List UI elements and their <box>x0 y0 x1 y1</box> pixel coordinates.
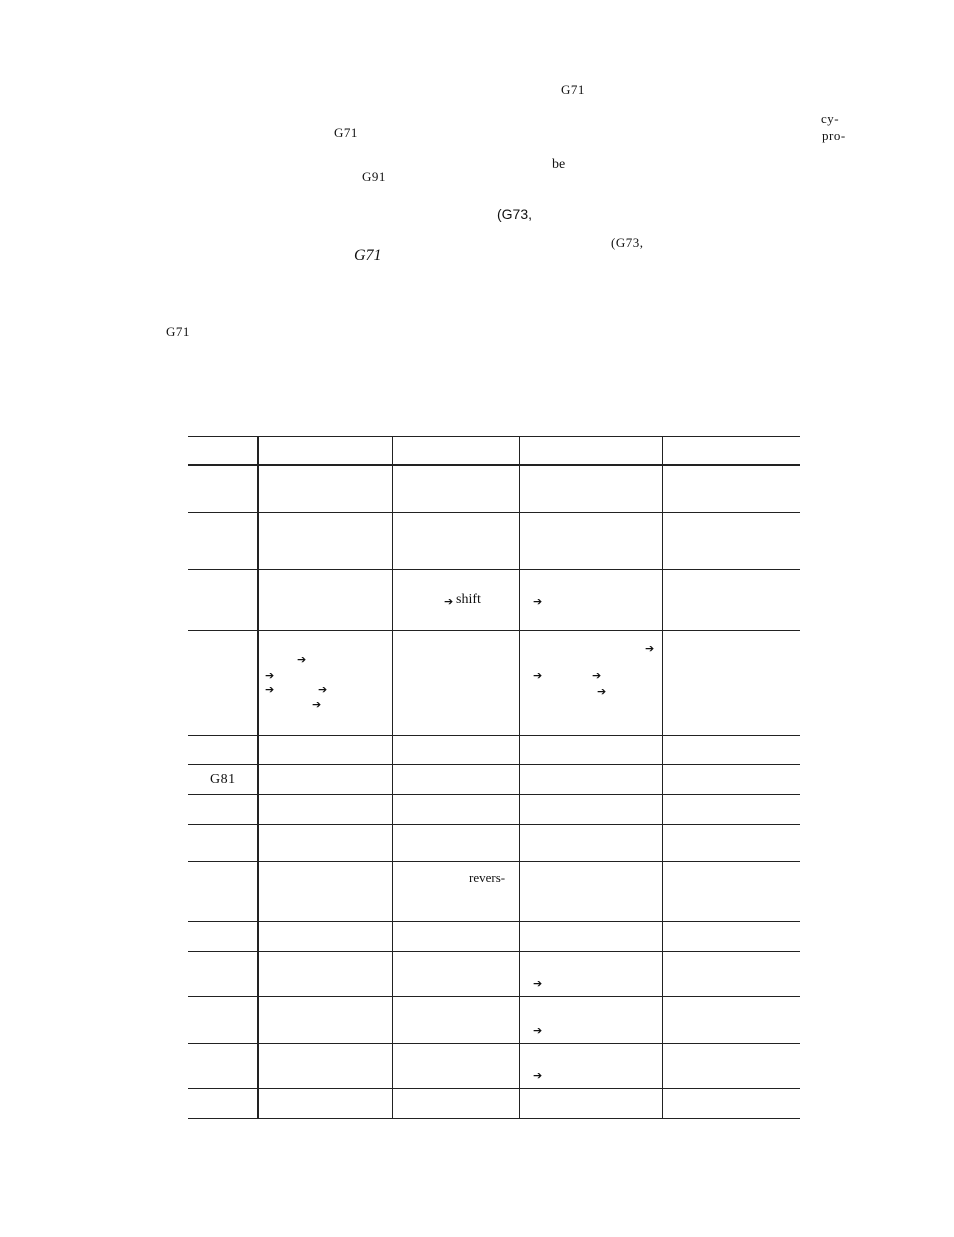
text-fragment-cy: cy- <box>821 111 840 126</box>
table-rule <box>188 794 800 795</box>
table-column-rule <box>662 436 663 1118</box>
table-rule <box>188 512 800 513</box>
table-rule <box>188 1118 800 1119</box>
row-label: G81 <box>210 772 236 787</box>
cell-text-revers: revers- <box>469 870 506 885</box>
arrow-icon: ➔ <box>318 683 328 696</box>
table-rule <box>188 951 800 952</box>
table-rule <box>188 1043 800 1044</box>
table-rule <box>188 436 800 437</box>
arrow-icon: ➔ <box>297 653 307 666</box>
table-rule <box>188 921 800 922</box>
arrow-icon: ➔ <box>265 683 275 696</box>
text-fragment-g73: (G73, <box>497 206 533 222</box>
arrow-icon: ➔ <box>533 595 543 608</box>
arrow-icon: ➔ <box>533 1069 543 1082</box>
cell-text-shift: shift <box>456 592 481 607</box>
arrow-icon: ➔ <box>265 669 275 682</box>
text-fragment-g71: G71 <box>166 324 190 339</box>
arrow-icon: ➔ <box>312 698 322 711</box>
arrow-icon: ➔ <box>592 669 602 682</box>
text-fragment-g91: G91 <box>362 169 386 184</box>
text-fragment-g71: G71 <box>561 82 585 97</box>
table-column-rule <box>257 436 259 1118</box>
table-rule <box>188 996 800 997</box>
table-rule <box>188 764 800 765</box>
text-fragment-g71: G71 <box>334 125 358 140</box>
table-rule <box>188 569 800 570</box>
arrow-icon: ➔ <box>444 595 454 608</box>
table-header-rule <box>188 464 800 466</box>
table-column-rule <box>392 436 393 1118</box>
text-fragment-pro: pro- <box>822 128 846 143</box>
table-rule <box>188 630 800 631</box>
table-rule <box>188 735 800 736</box>
table-rule <box>188 861 800 862</box>
arrow-icon: ➔ <box>533 1024 543 1037</box>
arrow-icon: ➔ <box>533 669 543 682</box>
text-fragment-be: be <box>552 157 566 172</box>
table-rule <box>188 1088 800 1089</box>
arrow-icon: ➔ <box>597 685 607 698</box>
text-fragment-g73: (G73, <box>611 235 644 250</box>
table-column-rule <box>519 436 520 1118</box>
text-fragment-g71: G71 <box>354 247 382 264</box>
table-rule <box>188 824 800 825</box>
arrow-icon: ➔ <box>533 977 543 990</box>
arrow-icon: ➔ <box>645 642 655 655</box>
